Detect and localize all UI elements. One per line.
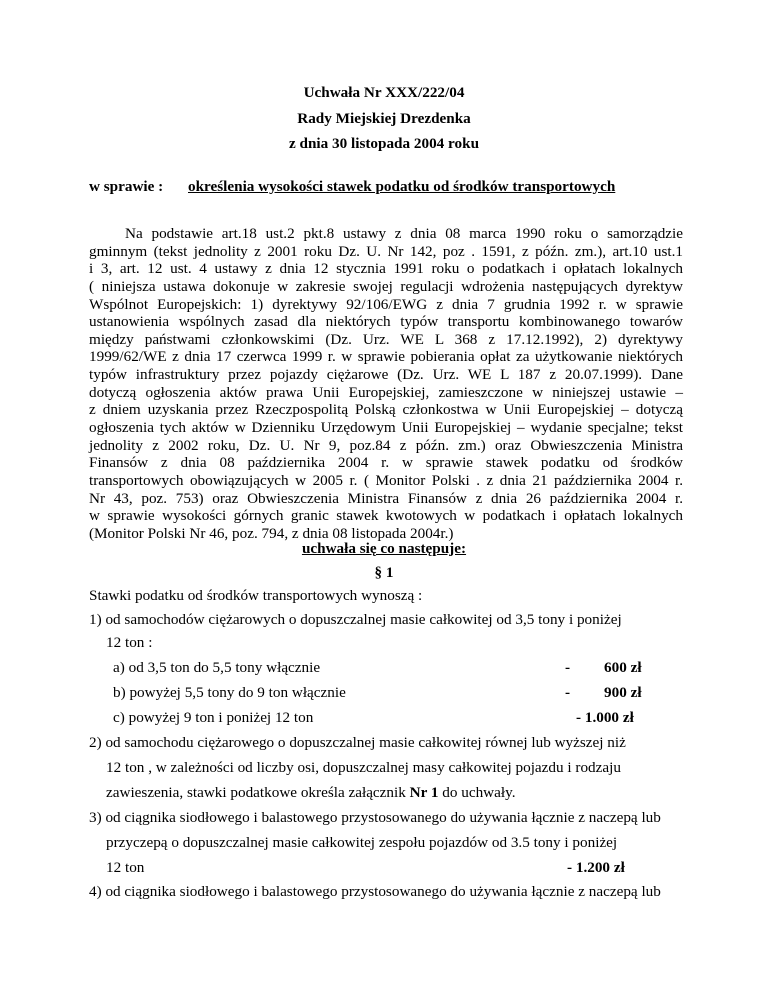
item-3-line-1: 3) od ciągnika siodłowego i balastowego przystosowanego do używania łącznie z naczepą lub: [89, 809, 661, 826]
sub-b-amount: 900 zł: [604, 684, 642, 701]
rates-intro: Stawki podatku od środków transportowych wynoszą :: [89, 587, 423, 604]
item-3-line-3: 12 ton: [106, 859, 145, 876]
attachment-number: Nr 1: [409, 784, 439, 801]
section-mark: § 1: [374, 564, 394, 581]
preamble-line: ( niniejsza ustawa dokonuje w zakresie swojej regulacji wdrożenia następujących dyrektyw: [89, 277, 683, 295]
preamble-line: z dniem uzyskania przez Rzeczpospolitą Polską członkostwa w Unii Europejskiej – dotyczą: [89, 401, 683, 419]
sub-a-amount: 600 zł: [604, 659, 642, 676]
item-2-line-3: [106, 784, 516, 801]
title-line-2: Rady Miejskiej Drezdenka: [297, 110, 471, 127]
preamble-line: ogłoszenia tych aktów w Dzienniku Urzędowym Unii Europejskiej – wydanie specjalne; tekst: [89, 419, 683, 437]
item-2-text-a: zawieszenia, stawki podatkowe określa załącznik: [106, 784, 410, 801]
sub-b-label: b) powyżej 5,5 tony do 9 ton włącznie: [113, 684, 346, 701]
subject-text: określenia wysokości stawek podatku od środków transportowych: [188, 178, 616, 195]
title-line-3: z dnia 30 listopada 2004 roku: [288, 135, 480, 152]
sub-c-label: c) powyżej 9 ton i poniżej 12 ton: [113, 709, 314, 726]
sub-a-label: a) od 3,5 ton do 5,5 tony włącznie: [113, 659, 321, 676]
subject-label: w sprawie :: [89, 178, 164, 195]
preamble-line: między państwami członkowskimi (Dz. Urz. WE L 368 z 17.12.1992), 2) dyrektywy: [89, 330, 683, 348]
preamble-line: w sprawie wysokości górnych granic stawek kwotowych w podatkach i opłatach lokalnych: [89, 507, 683, 525]
sub-b-dash: -: [565, 684, 571, 701]
item-2-text-c: do uchwały.: [438, 784, 516, 801]
item-3-amount: - 1.200 zł: [567, 859, 625, 876]
preamble-line: i 3, art. 12 ust. 4 ustawy z dnia 12 stycznia 1991 roku o podatkach i opłatach lokalnych: [89, 260, 683, 278]
item-4-line-1: 4) od ciągnika siodłowego i balastowego przystosowanego do używania łącznie z naczepą lub: [89, 883, 661, 900]
preamble: [89, 225, 683, 543]
resolution-heading: uchwała się co następuje:: [301, 540, 467, 557]
preamble-line: 1999/62/WE z dnia 17 czerwca 1999 r. w sprawie pobierania opłat za użytkowanie niektórych: [89, 348, 683, 366]
title-line-1: Uchwała Nr XXX/222/04: [303, 84, 465, 101]
preamble-line: transportowych obowiązujących w 2005 r. ( Monitor Polski . z dnia 21 października 2004 r.: [89, 471, 683, 489]
preamble-line: Nr 43, poz. 753) oraz Obwieszczenia Ministra Finansów z dnia 26 października 2004 r.: [89, 489, 683, 507]
item-3-line-2: przyczepą o dopuszczalnej masie całkowitej zespołu pojazdów od 3.5 tony i poniżej: [106, 834, 618, 851]
item-2-line-2: 12 ton , w zależności od liczby osi, dopuszczalnej masy całkowitej pojazdu i rodzaju: [106, 759, 621, 776]
item-1-line-1: 1) od samochodów ciężarowych o dopuszczalnej masie całkowitej od 3,5 tony i poniżej: [89, 611, 622, 628]
preamble-line: Na podstawie art.18 ust.2 pkt.8 ustawy z dnia 08 marca 1990 roku o samorządzie: [125, 225, 683, 242]
preamble-line: jednolity z 2002 roku, Dz. U. Nr 9, poz.84 z późn. zm.) oraz Obwieszczenia Ministra: [89, 436, 683, 454]
preamble-line: ustanowienia wspólnych zasad dla niektórych typów transportu kombinowanego towarów: [89, 313, 683, 331]
preamble-line: Wspólnot Europejskich: 1) dyrektywy 92/106/EWG z dnia 7 grudnia 1992 r. w sprawie: [89, 295, 683, 313]
item-1-line-2: 12 ton :: [106, 634, 153, 651]
item-2-line-1: 2) od samochodu ciężarowego o dopuszczalnej masie całkowitej równej lub wyższej niż: [89, 734, 626, 751]
preamble-line: typów infrastruktury przez pojazdy ciężarowe (Dz. Urz. WE L 187 z 20.07.1999). Dane: [89, 366, 683, 384]
preamble-line: Finansów z dnia 08 października 2004 r. w sprawie stawek podatku od środków: [89, 454, 683, 472]
sub-c-amount: - 1.000 zł: [576, 709, 634, 726]
sub-a-dash: -: [565, 659, 571, 676]
preamble-line: dotyczą ogłoszenia aktów prawa Unii Europejskiej, zamieszczone w niniejszej ustawie –: [89, 383, 683, 401]
preamble-line: (Monitor Polski Nr 46, poz. 794, z dnia 08 listopada 2004r.): [89, 524, 454, 542]
preamble-line: gminnym (tekst jednolity z 2001 roku Dz. U. Nr 142, poz . 1591, z późn. zm.), art.10 ust.1: [89, 242, 683, 260]
